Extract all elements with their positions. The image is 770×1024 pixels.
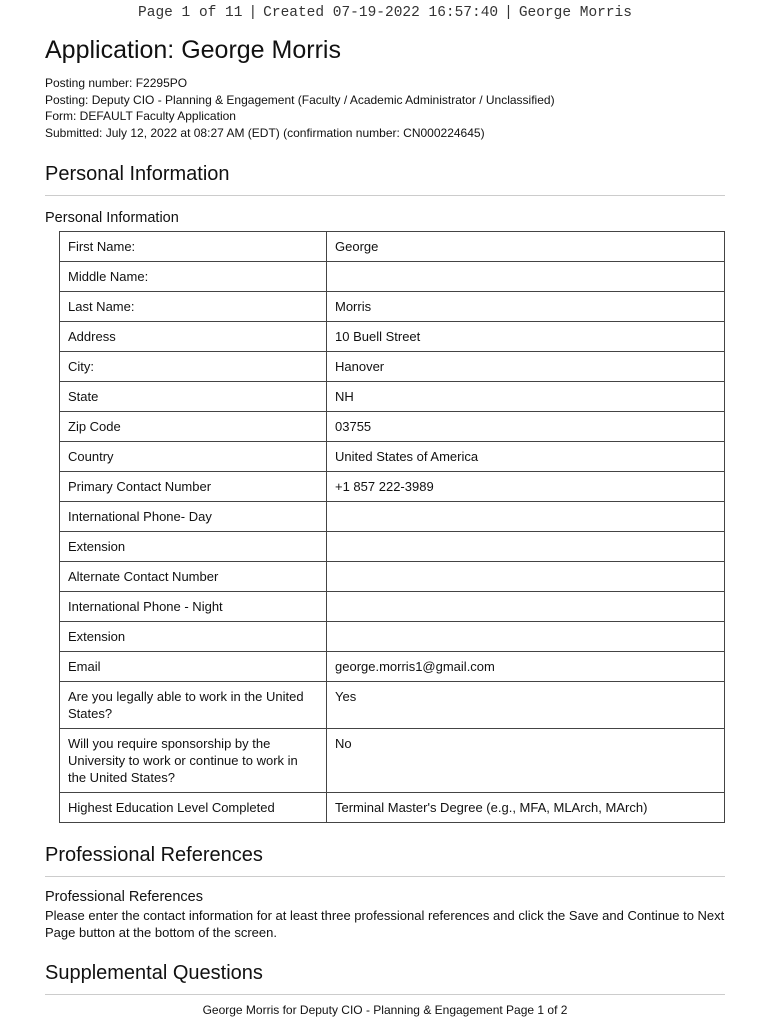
field-label: Zip Code <box>60 412 327 442</box>
section-title-supplemental: Supplemental Questions <box>45 962 263 984</box>
table-row <box>60 262 725 292</box>
field-label: Extension <box>60 532 327 562</box>
field-value <box>327 622 725 652</box>
subsection-title-references: Professional References <box>45 889 203 905</box>
field-label: Address <box>60 322 327 352</box>
field-label: Middle Name: <box>60 262 327 292</box>
table-row <box>60 292 725 322</box>
page-header <box>0 5 770 21</box>
field-value: George <box>327 232 725 262</box>
section-divider <box>45 994 725 995</box>
field-label: Email <box>60 652 327 682</box>
table-row <box>60 592 725 622</box>
table-row <box>60 232 725 262</box>
field-value: +1 857 222-3989 <box>327 472 725 502</box>
table-row <box>60 729 725 793</box>
field-value: 10 Buell Street <box>327 322 725 352</box>
field-label: Highest Education Level Completed <box>60 793 327 823</box>
table-row <box>60 652 725 682</box>
section-title-personal: Personal Information <box>45 163 230 185</box>
created-timestamp: Created 07-19-2022 16:57:40 <box>263 5 499 21</box>
table-row <box>60 322 725 352</box>
posting-title: Posting: Deputy CIO - Planning & Engagement (Faculty / Academic Administrator / Unclassified) <box>45 92 555 107</box>
field-value: Hanover <box>327 352 725 382</box>
field-label: City: <box>60 352 327 382</box>
form-name: Form: DEFAULT Faculty Application <box>45 109 236 123</box>
field-label: Will you require sponsorship by the University to work or continue to work in the United States? <box>60 729 327 793</box>
field-value: Yes <box>327 682 725 729</box>
table-row <box>60 472 725 502</box>
header-separator: | <box>504 5 513 21</box>
page-count: Page 1 of 11 <box>138 5 243 21</box>
field-value <box>327 592 725 622</box>
field-label: International Phone- Day <box>60 502 327 532</box>
field-value <box>327 502 725 532</box>
posting-number: Posting number: F2295PO <box>45 76 188 90</box>
field-value: Terminal Master's Degree (e.g., MFA, MLArch, MArch) <box>327 793 725 823</box>
field-value: george.morris1@gmail.com <box>327 652 725 682</box>
field-value <box>327 562 725 592</box>
section-title-references: Professional References <box>45 844 263 866</box>
table-row <box>60 622 725 652</box>
field-value: No <box>327 729 725 793</box>
field-label: Primary Contact Number <box>60 472 327 502</box>
field-value: NH <box>327 382 725 412</box>
subsection-title-personal: Personal Information <box>45 210 179 226</box>
field-label: Last Name: <box>60 292 327 322</box>
references-instructions: Please enter the contact information for at least three professional references and click the Save and Continue to Next Page button at the bottom of the screen. <box>45 908 725 940</box>
header-separator: | <box>248 5 258 21</box>
table-row <box>60 793 725 823</box>
field-value <box>327 532 725 562</box>
table-row <box>60 352 725 382</box>
field-label: Are you legally able to work in the United States? <box>60 682 327 729</box>
field-label: Country <box>60 442 327 472</box>
table-row <box>60 412 725 442</box>
table-row <box>60 682 725 729</box>
personal-info-table <box>59 231 725 823</box>
field-label: State <box>60 382 327 412</box>
table-row <box>60 562 725 592</box>
field-label: Alternate Contact Number <box>60 562 327 592</box>
page-footer: George Morris for Deputy CIO - Planning & Engagement Page 1 of 2 <box>202 1003 568 1017</box>
field-label: First Name: <box>60 232 327 262</box>
field-label: Extension <box>60 622 327 652</box>
page-title: Application: George Morris <box>45 36 341 64</box>
submitted-info: Submitted: July 12, 2022 at 08:27 AM (EDT) (confirmation number: CN000224645) <box>45 125 485 140</box>
table-row <box>60 382 725 412</box>
table-row <box>60 532 725 562</box>
field-value: Morris <box>327 292 725 322</box>
document-content <box>45 34 725 995</box>
field-value: 03755 <box>327 412 725 442</box>
field-label: International Phone - Night <box>60 592 327 622</box>
field-value: United States of America <box>327 442 725 472</box>
field-value <box>327 262 725 292</box>
header-applicant-name: George Morris <box>518 5 632 21</box>
table-row <box>60 502 725 532</box>
table-row <box>60 442 725 472</box>
